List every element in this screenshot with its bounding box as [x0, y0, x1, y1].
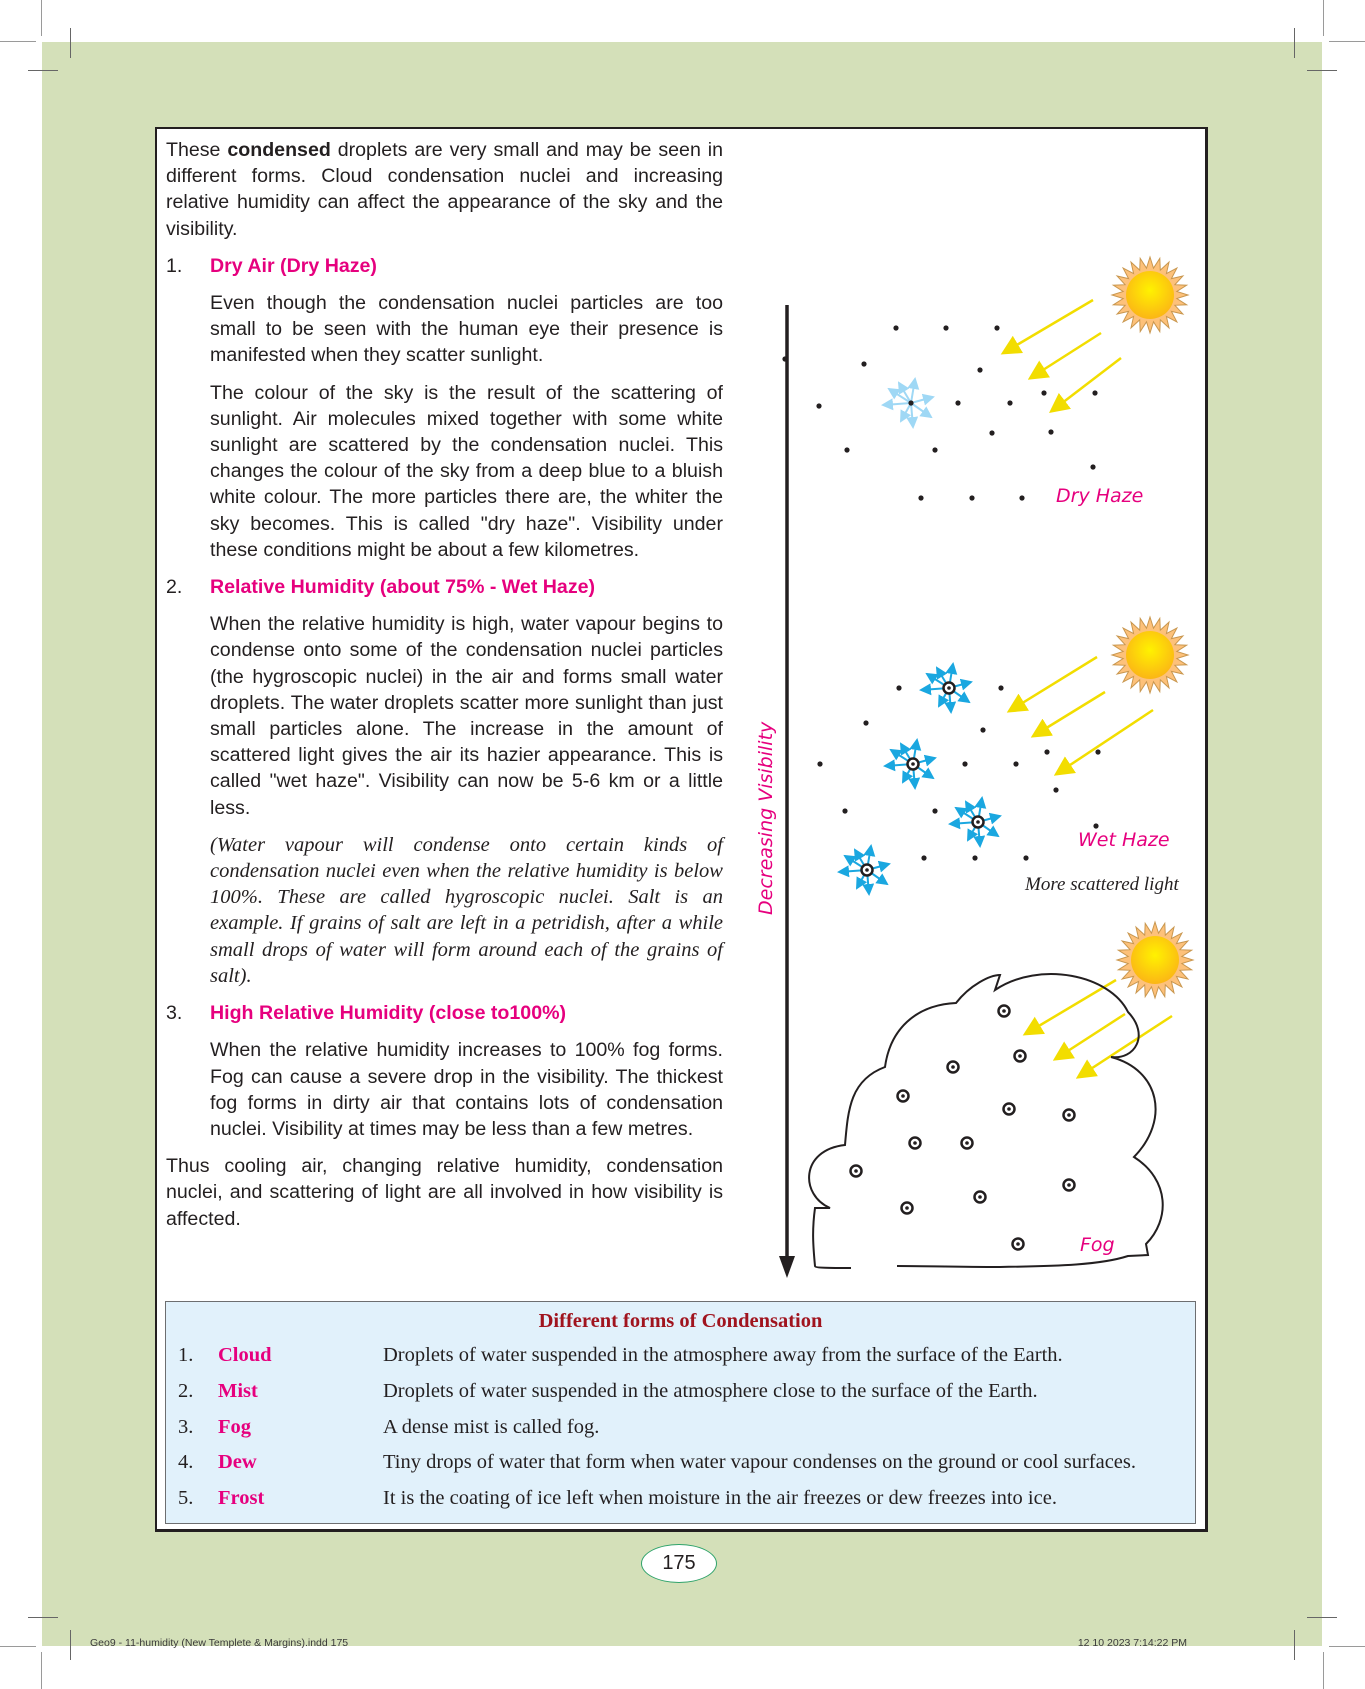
droplet-core [911, 762, 915, 766]
particle-dot [844, 447, 849, 452]
droplet-core [901, 1094, 905, 1098]
row-term: Fog [218, 1415, 252, 1438]
droplet-core [978, 1195, 982, 1199]
table-row [178, 1447, 1136, 1477]
conclusion-paragraph: Thus cooling air, changing relative humidity, condensation nuclei, and scattering of light are all involved in how visibility is affected. [166, 1155, 723, 1230]
particle-dot [994, 325, 999, 330]
slug-filename: Geo9 - 11-humidity (New Templete & Margins).indd 175 [90, 1637, 349, 1649]
section-heading [166, 253, 723, 279]
crop-mark [1323, 1652, 1324, 1689]
text-column [166, 137, 723, 1232]
table-row [178, 1340, 1063, 1370]
row-term: Mist [218, 1379, 258, 1402]
droplet-core [1007, 1107, 1011, 1111]
droplet-core [1067, 1183, 1071, 1187]
body-paragraph: The colour of the sky is the result of the scattering of sunlight. Air molecules mixed together with some white sunlight are scattered by the condensation nuclei. This changes the colour of the sky from a deep blue to a bluish white colour. The more particles there are, the whiter the sky becomes. This is called "dry haze". Visibility under these conditions might be about a few kilometres. [210, 381, 723, 561]
crop-mark [1294, 1630, 1295, 1660]
intro-text: droplets are very small and may be seen in different forms. Cloud condensation nuclei and increasing relative humidity can affect the appearance of the sky and the visibility. [166, 139, 724, 240]
section-number: 2. [166, 576, 183, 599]
table-row [178, 1412, 599, 1442]
particle-dot [972, 855, 977, 860]
particle-dot [1090, 464, 1095, 469]
body-paragraph: Even though the condensation nuclei particles are too small to be seen with the human eye their presence is manifested when they scatter sunlight. [210, 292, 723, 367]
row-term: Cloud [218, 1343, 272, 1366]
row-number: 2. [178, 1379, 194, 1402]
body-paragraph: When the relative humidity is high, water vapour begins to condense onto some of the condensation nuclei particles (the hygroscopic nuclei) in the air and forms small water droplets. The water droplets scatter more sunlight than just small particles alone. The increase in the amount of scattered light gives the air its hazier appearance. This is called "wet haze". Visibility can now be 5-6 km or a little less. [210, 613, 723, 819]
row-definition: It is the coating of ice left when moisture in the air freezes or dew freezes into ice. [383, 1486, 1057, 1509]
particle-dot [816, 403, 821, 408]
note-paragraph: (Water vapour will condense onto certain kinds of condensation nuclei even when the relative humidity is below 100%. These are called hygroscopic nuclei. Salt is an example. If grains of salt are left in a petridish, after a while small drops of water will form around each of the grains of salt). [210, 833, 723, 987]
droplet-core [913, 1141, 917, 1145]
particle-dot [962, 761, 967, 766]
particle-dot [896, 685, 901, 690]
crop-mark [1307, 70, 1337, 71]
condensation-forms-table [165, 1301, 1196, 1524]
section-number: 3. [166, 1002, 183, 1025]
particle-dot [893, 325, 898, 330]
particle-dot [998, 685, 1003, 690]
panel-caption-scattered-light: More scattered light [1025, 874, 1179, 895]
crop-mark [1307, 1617, 1337, 1618]
droplet-core [951, 1065, 955, 1069]
sun-core [1126, 271, 1174, 319]
droplet-core [1018, 1054, 1022, 1058]
particle-dot [1048, 429, 1053, 434]
particle-dot [932, 808, 937, 813]
row-number: 5. [178, 1486, 194, 1509]
droplet-core [1016, 1242, 1020, 1246]
particle-dot [908, 400, 913, 405]
particle-dot [989, 430, 994, 435]
section-title: High Relative Humidity (close to100%) [210, 1002, 567, 1025]
page-number: 175 [641, 1544, 717, 1583]
particle-dot [1093, 823, 1098, 828]
row-number: 4. [178, 1450, 194, 1473]
panel-label-fog: Fog [1080, 1234, 1115, 1256]
section-number: 1. [166, 254, 183, 277]
crop-mark [1329, 1646, 1365, 1647]
axis-label: Decreasing Visibility [755, 721, 777, 915]
panel-label-wet-haze: Wet Haze [1078, 829, 1170, 851]
particle-dot [1013, 761, 1018, 766]
particle-dot [861, 361, 866, 366]
crop-mark [0, 1646, 36, 1647]
particle-dot [921, 855, 926, 860]
droplet-core [854, 1169, 858, 1173]
body-paragraph: When the relative humidity increases to 100% fog forms. Fog can cause a severe drop in the visibility. The thickest fog forms in dirty air that contains lots of condensation nuclei. Visibility at times may be less than a few metres. [210, 1039, 723, 1140]
intro-paragraph [166, 137, 723, 242]
panel-label-dry-haze: Dry Haze [1056, 485, 1144, 507]
droplet-core [1067, 1113, 1071, 1117]
particle-dot [932, 447, 937, 452]
table-row [178, 1376, 1038, 1406]
sun-core [1126, 631, 1174, 679]
particle-dot [1053, 787, 1058, 792]
crop-mark [0, 41, 36, 42]
particle-dot [943, 325, 948, 330]
particle-dot [955, 400, 960, 405]
row-definition: Droplets of water suspended in the atmosphere away from the surface of the Earth. [383, 1343, 1063, 1366]
section-heading [166, 574, 723, 600]
crop-mark [70, 28, 71, 58]
particle-dot [969, 495, 974, 500]
particle-dot [782, 356, 787, 361]
row-definition: Tiny drops of water that form when water vapour condenses on the ground or cool surfaces. [383, 1450, 1136, 1473]
particle-dot [1007, 400, 1012, 405]
particle-dot [863, 720, 868, 725]
crop-mark [41, 1652, 42, 1689]
crop-mark [28, 70, 58, 71]
crop-mark [70, 1630, 71, 1660]
particle-dot [1092, 390, 1097, 395]
row-number: 1. [178, 1343, 194, 1366]
particle-dot [842, 808, 847, 813]
particle-dot [1095, 749, 1100, 754]
section-title: Dry Air (Dry Haze) [210, 254, 377, 277]
particle-dot [1019, 495, 1024, 500]
particle-dot [977, 367, 982, 372]
crop-mark [1329, 41, 1365, 42]
sun-core [1131, 936, 1179, 984]
row-definition: A dense mist is called fog. [383, 1415, 600, 1438]
crop-mark [41, 0, 42, 36]
section-title: Relative Humidity (about 75% - Wet Haze) [210, 576, 596, 599]
particle-dot [918, 495, 923, 500]
section-heading [166, 1000, 723, 1026]
table-title: Different forms of Condensation [538, 1310, 823, 1332]
particle-dot [1023, 855, 1028, 860]
droplet-core [947, 686, 951, 690]
droplet-core [865, 868, 869, 872]
droplet-core [965, 1141, 969, 1145]
table-row [178, 1483, 1057, 1513]
intro-text: These [166, 139, 228, 161]
crop-mark [28, 1617, 58, 1618]
droplet-core [905, 1206, 909, 1210]
particle-dot [1044, 749, 1049, 754]
droplet-core [976, 820, 980, 824]
particle-dot [980, 727, 985, 732]
row-definition: Droplets of water suspended in the atmosphere close to the surface of the Earth. [383, 1379, 1038, 1402]
slug-timestamp: 12 10 2023 7:14:22 PM [1077, 1637, 1187, 1649]
crop-mark [1323, 0, 1324, 36]
particle-dot [817, 761, 822, 766]
particle-dot [1041, 390, 1046, 395]
row-term: Frost [218, 1486, 265, 1509]
row-term: Dew [218, 1450, 257, 1473]
intro-bold-term: condensed [227, 139, 331, 161]
row-number: 3. [178, 1415, 194, 1438]
crop-mark [1294, 28, 1295, 58]
droplet-core [1002, 1009, 1006, 1013]
